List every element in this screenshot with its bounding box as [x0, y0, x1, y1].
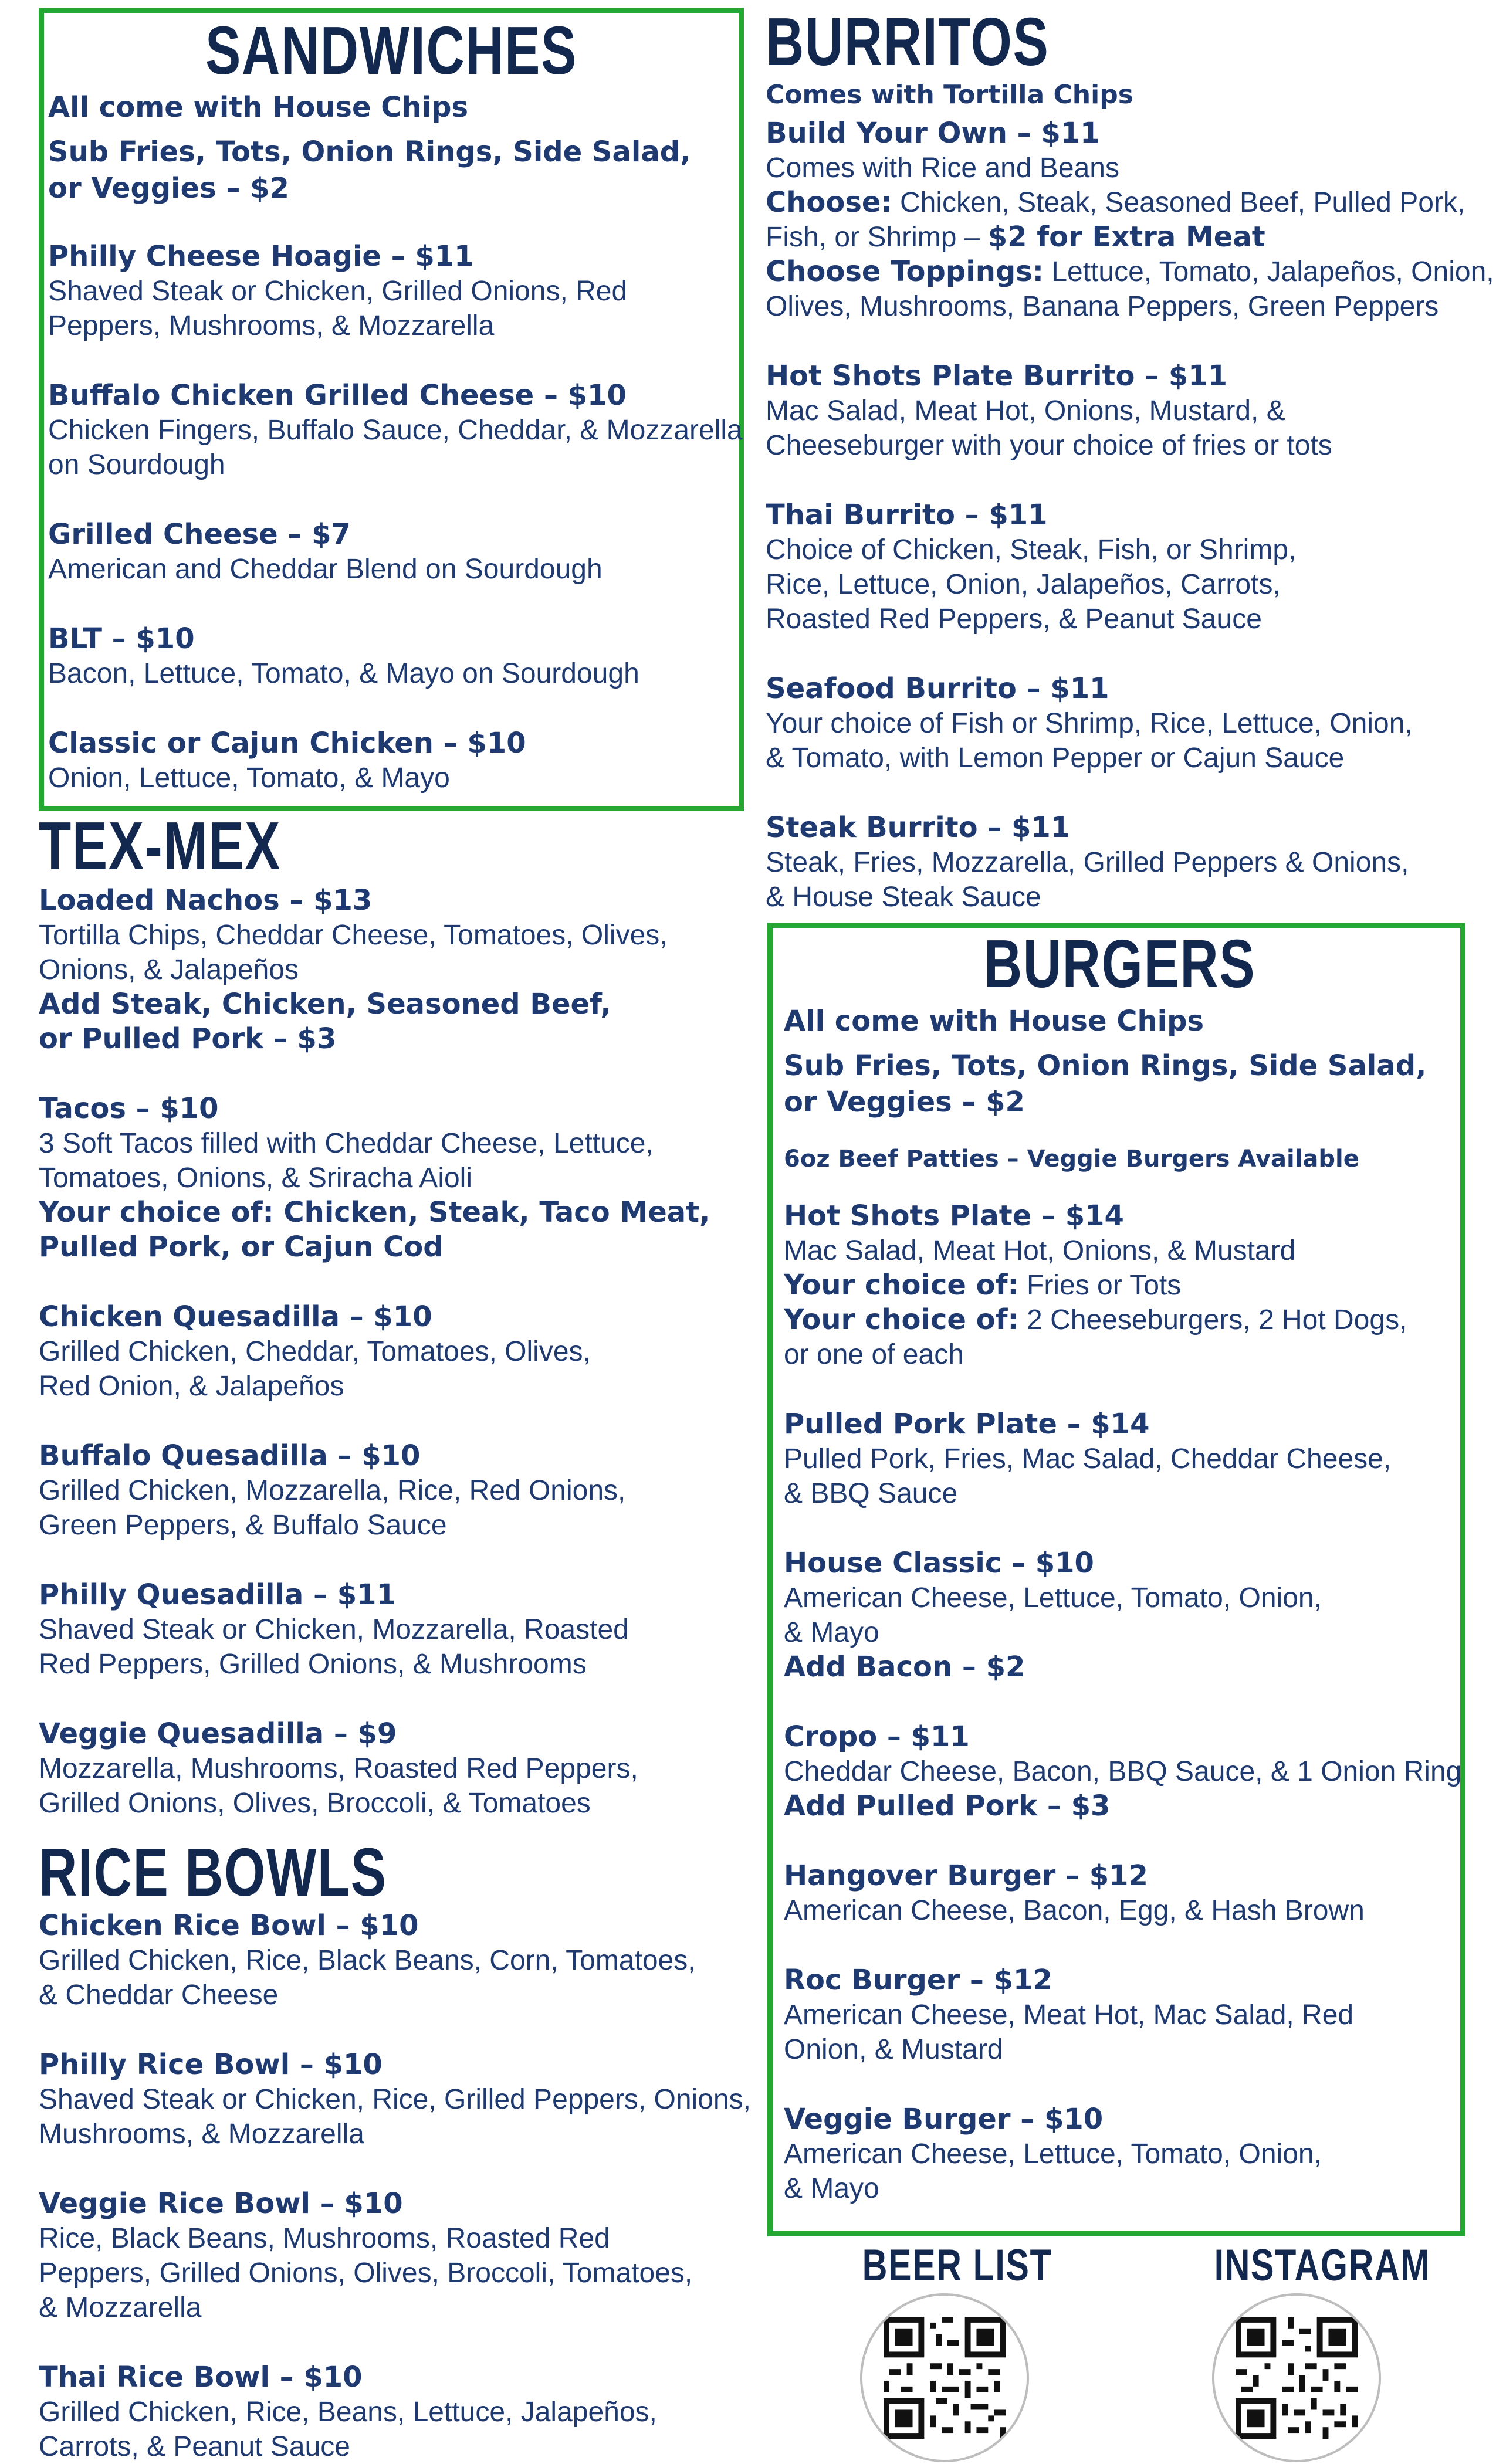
menu-item: [39, 1717, 737, 1821]
item-desc: 3 Soft Tacos filled with Cheddar Cheese, Lettuce,: [39, 1128, 654, 1159]
item-addon: Add Steak, Chicken, Seasoned Beef,: [39, 988, 611, 1021]
item-desc: Shaved Steak or Chicken, Grilled Onions, Red: [48, 276, 628, 307]
menu-item: [48, 517, 735, 587]
choose-values: Chicken, Steak, Seasoned Beef, Pulled Pork,: [892, 187, 1465, 218]
item-desc: & House Steak Sauce: [766, 882, 1041, 913]
item-desc: [766, 185, 1487, 220]
item-desc: [784, 1268, 1456, 1303]
item-name: Seafood Burrito – $11: [766, 672, 1109, 705]
item-desc: Red Peppers, Grilled Onions, & Mushrooms: [39, 1649, 587, 1680]
item-name: House Classic – $10: [784, 1547, 1094, 1580]
item-desc: & Tomato, with Lemon Pepper or Cajun Sauce: [766, 743, 1345, 774]
sandwiches-title: SANDWICHES: [205, 12, 577, 89]
item-desc: Peppers, Mushrooms, & Mozzarella: [48, 310, 495, 341]
item-desc: Pulled Pork, Fries, Mac Salad, Cheddar Cheese,: [784, 1443, 1392, 1475]
beer-list-label: BEER LIST: [862, 2241, 1052, 2290]
menu-item: [39, 1578, 737, 1682]
choice-values: Fries or Tots: [1018, 1270, 1182, 1301]
choice-values: 2 Cheeseburgers, 2 Hot Dogs,: [1018, 1304, 1407, 1336]
menu-item: [48, 622, 735, 691]
item-desc: Olives, Mushrooms, Banana Peppers, Green Peppers: [766, 291, 1439, 322]
item-desc: [766, 220, 1487, 255]
item-desc: American Cheese, Lettuce, Tomato, Onion,: [784, 2138, 1322, 2170]
item-name: Grilled Cheese – $7: [48, 518, 351, 551]
item-addon: Add Pulled Pork – $3: [784, 1789, 1111, 1822]
item-name: Philly Quesadilla – $11: [39, 1578, 396, 1611]
menu-item: [48, 378, 743, 482]
burgers-title: BURGERS: [983, 926, 1256, 1002]
choice-label: Your choice of:: [784, 1303, 1019, 1336]
item-desc: American Cheese, Meat Hot, Mac Salad, Red: [784, 1999, 1354, 2031]
item-name: Veggie Quesadilla – $9: [39, 1717, 397, 1750]
burritos-section: [766, 4, 1494, 914]
item-desc: Cheddar Cheese, Bacon, BBQ Sauce, & 1 Onion Ring: [784, 1756, 1462, 1787]
item-desc: & BBQ Sauce: [784, 1478, 958, 1509]
menu-item: [39, 1300, 737, 1404]
item-desc: Green Peppers, & Buffalo Sauce: [39, 1510, 447, 1541]
item-name: Buffalo Chicken Grilled Cheese – $10: [48, 379, 627, 412]
item-name: Chicken Rice Bowl – $10: [39, 1909, 419, 1942]
item-desc: & Mozzarella: [39, 2292, 202, 2323]
item-addon: or Pulled Pork – $3: [39, 1022, 337, 1055]
burgers-section: [784, 926, 1462, 2206]
item-desc: Grilled Chicken, Cheddar, Tomatoes, Olives,: [39, 1336, 591, 1367]
item-desc: Grilled Chicken, Rice, Black Beans, Corn, Tomatoes,: [39, 1945, 696, 1976]
item-name: Hangover Burger – $12: [784, 1859, 1148, 1892]
extra-meat-price: $2 for Extra Meat: [987, 221, 1265, 253]
item-desc: Bacon, Lettuce, Tomato, & Mayo on Sourdough: [48, 658, 639, 689]
menu-item: [784, 1720, 1462, 1824]
menu-item: [766, 116, 1494, 324]
item-desc: Grilled Chicken, Rice, Beans, Lettuce, Jalapeños,: [39, 2397, 657, 2428]
item-desc: Tortilla Chips, Cheddar Cheese, Tomatoes, Olives,: [39, 920, 668, 951]
item-desc: Shaved Steak or Chicken, Mozzarella, Roasted: [39, 1614, 629, 1645]
qr-code-icon[interactable]: [1212, 2293, 1381, 2462]
item-desc: Cheeseburger with your choice of fries or tots: [766, 430, 1332, 461]
item-desc: Peppers, Grilled Onions, Olives, Broccoli, Tomatoes,: [39, 2258, 693, 2289]
burritos-title: BURRITOS: [766, 4, 1050, 80]
menu-item: [784, 1546, 1456, 1685]
item-name: Veggie Rice Bowl – $10: [39, 2187, 403, 2220]
menu-item: [48, 726, 735, 795]
qr-code-icon[interactable]: [860, 2293, 1029, 2462]
burgers-sub-line1: Sub Fries, Tots, Onion Rings, Side Salad,: [784, 1049, 1427, 1082]
item-desc: on Sourdough: [48, 449, 225, 480]
item-desc: Chicken Fingers, Buffalo Sauce, Cheddar, & Mozzarella: [48, 415, 743, 446]
texmex-section: [39, 808, 737, 1821]
item-name: Classic or Cajun Chicken – $10: [48, 727, 526, 760]
burgers-sub-line2: or Veggies – $2: [784, 1086, 1025, 1119]
item-desc: Carrots, & Peanut Sauce: [39, 2431, 350, 2462]
choice-label: Your choice of:: [784, 1269, 1019, 1302]
choose-label: Choose:: [766, 186, 892, 219]
item-name: Philly Rice Bowl – $10: [39, 2048, 383, 2081]
item-name: Build Your Own – $11: [766, 117, 1100, 150]
menu-item: [39, 1909, 737, 2012]
choose-values-cont: Fish, or Shrimp –: [766, 222, 988, 253]
item-name: Hot Shots Plate – $14: [784, 1199, 1124, 1232]
sandwiches-sub-line1: Sub Fries, Tots, Onion Rings, Side Salad,: [48, 135, 691, 168]
menu-item: [39, 2187, 737, 2325]
item-desc: Comes with Rice and Beans: [766, 152, 1119, 184]
item-desc: Red Onion, & Jalapeños: [39, 1371, 344, 1402]
menu-item: [39, 883, 737, 1056]
burgers-chips-note: All come with House Chips: [784, 1005, 1204, 1038]
item-desc: Rice, Lettuce, Onion, Jalapeños, Carrots,: [766, 569, 1281, 600]
menu-item: [784, 1859, 1456, 1928]
item-desc: [766, 255, 1494, 289]
item-desc: American and Cheddar Blend on Sourdough: [48, 554, 603, 585]
item-desc: Mozzarella, Mushrooms, Roasted Red Peppers,: [39, 1753, 638, 1784]
menu-item: [39, 1092, 737, 1265]
item-name: Thai Burrito – $11: [766, 499, 1048, 531]
toppings-values: Lettuce, Tomato, Jalapeños, Onion,: [1044, 256, 1494, 287]
item-desc: Tomatoes, Onions, & Sriracha Aioli: [39, 1162, 473, 1194]
item-name: Hot Shots Plate Burrito – $11: [766, 360, 1228, 392]
item-desc: & Mayo: [784, 2173, 879, 2204]
item-name: Veggie Burger – $10: [784, 2103, 1104, 2136]
item-desc: Choice of Chicken, Steak, Fish, or Shrimp,: [766, 534, 1297, 565]
item-desc: Steak, Fries, Mozzarella, Grilled Peppers & Onions,: [766, 847, 1409, 878]
item-desc: Your choice of Fish or Shrimp, Rice, Lettuce, Onion,: [766, 708, 1413, 739]
menu-item: [766, 498, 1487, 636]
item-desc: American Cheese, Lettuce, Tomato, Onion,: [784, 1582, 1322, 1614]
item-desc: American Cheese, Bacon, Egg, & Hash Brown: [784, 1895, 1365, 1926]
item-name: Chicken Quesadilla – $10: [39, 1300, 432, 1333]
item-name: Steak Burrito – $11: [766, 811, 1071, 844]
item-desc: Roasted Red Peppers, & Peanut Sauce: [766, 604, 1262, 635]
menu-item: [48, 239, 735, 343]
menu-item: [784, 2102, 1456, 2206]
item-addon: Add Bacon – $2: [784, 1650, 1025, 1683]
instagram-qr[interactable]: [1191, 2241, 1431, 2462]
menu-item: [39, 2048, 751, 2151]
item-desc: Onion, & Mustard: [784, 2034, 1003, 2065]
sandwiches-sub-line2: or Veggies – $2: [48, 172, 289, 205]
toppings-label: Choose Toppings:: [766, 255, 1044, 288]
item-desc: Rice, Black Beans, Mushrooms, Roasted Red: [39, 2223, 610, 2254]
item-desc: [784, 1303, 1456, 1337]
ricebowls-title: RICE BOWLS: [39, 1834, 387, 1910]
menu-item: [784, 1407, 1456, 1511]
item-desc: Onion, Lettuce, Tomato, & Mayo: [48, 762, 450, 794]
item-name: Roc Burger – $12: [784, 1964, 1052, 1997]
item-addon: Your choice of: Chicken, Steak, Taco Meat,: [39, 1196, 710, 1229]
texmex-title: TEX-MEX: [39, 808, 282, 884]
menu-item: [766, 359, 1487, 463]
item-desc: Mac Salad, Meat Hot, Onions, & Mustard: [784, 1235, 1296, 1266]
sandwiches-chips-note: All come with House Chips: [48, 91, 469, 124]
item-name: Tacos – $10: [39, 1092, 219, 1125]
beer-list-qr[interactable]: [839, 2241, 1050, 2462]
sandwiches-section: [48, 12, 743, 795]
item-name: Pulled Pork Plate – $14: [784, 1408, 1150, 1441]
item-name: Loaded Nachos – $13: [39, 884, 373, 917]
item-desc: Mac Salad, Meat Hot, Onions, Mustard, &: [766, 395, 1285, 426]
item-desc: & Mayo: [784, 1617, 879, 1648]
menu-item: [766, 672, 1487, 775]
item-name: Cropo – $11: [784, 1720, 970, 1753]
instagram-label: INSTAGRAM: [1214, 2241, 1431, 2290]
item-name: Philly Cheese Hoagie – $11: [48, 240, 474, 273]
menu-item: [784, 1199, 1456, 1372]
item-desc: Grilled Onions, Olives, Broccoli, & Tomatoes: [39, 1788, 591, 1819]
item-desc: & Cheddar Cheese: [39, 1980, 279, 2011]
item-name: BLT – $10: [48, 622, 195, 655]
item-desc: Grilled Chicken, Mozzarella, Rice, Red Onions,: [39, 1475, 626, 1506]
item-desc: Mushrooms, & Mozzarella: [39, 2119, 364, 2150]
menu-item: [39, 1439, 737, 1543]
ricebowls-section: [39, 1834, 751, 2464]
menu-item: [766, 811, 1487, 914]
burritos-chips-note: Comes with Tortilla Chips: [766, 80, 1133, 110]
burgers-patty-note: 6oz Beef Patties – Veggie Burgers Available: [784, 1145, 1359, 1172]
item-addon: Pulled Pork, or Cajun Cod: [39, 1231, 444, 1263]
menu-item: [39, 2360, 737, 2464]
item-name: Thai Rice Bowl – $10: [39, 2361, 363, 2394]
item-desc: or one of each: [784, 1339, 964, 1370]
item-name: Buffalo Quesadilla – $10: [39, 1439, 421, 1472]
item-desc: Shaved Steak or Chicken, Rice, Grilled Peppers, Onions,: [39, 2084, 751, 2115]
menu-item: [784, 1963, 1456, 2067]
item-desc: Onions, & Jalapeños: [39, 954, 299, 985]
